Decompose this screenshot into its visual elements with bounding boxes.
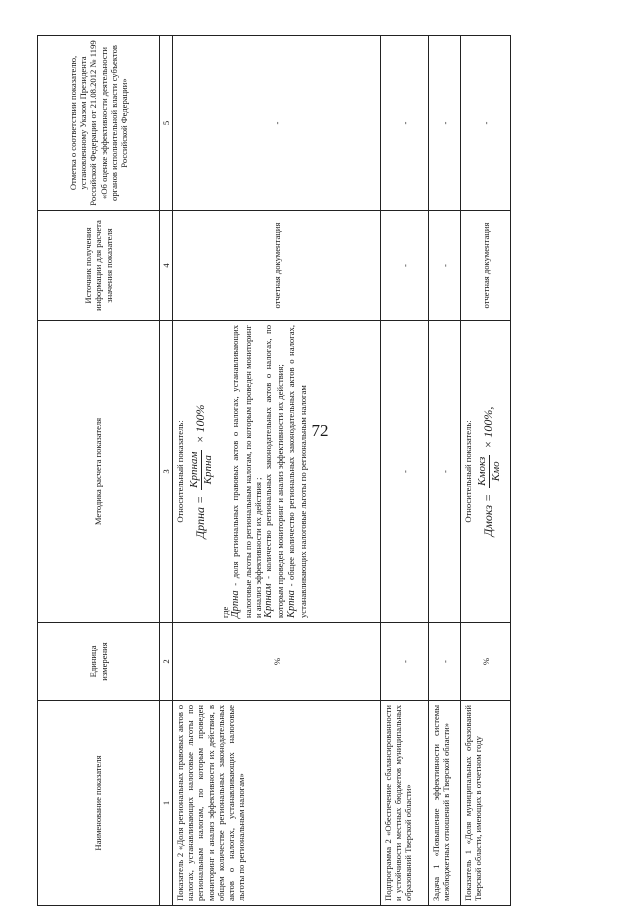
formula-lhs: Дмокз [481,504,496,537]
indicator-mark: - [461,36,511,211]
def2-text: - количество региональных законодательных актов о налогах, по которым проведен мониторинг и анализ эффективности их действия; [263,325,286,618]
table-row [461,36,511,906]
task-method: - [429,321,461,623]
formula-numerator: Крпнам [188,451,201,488]
task-mark: - [429,36,461,211]
def1-symbol: Дрпна [230,590,242,618]
header-unit: Единица измерения [38,623,160,701]
subprogram-method: - [381,321,429,623]
formula-fraction [476,455,503,488]
subprogram-source: - [381,211,429,321]
col-num-5: 5 [160,36,173,211]
formula: Дрпна = Крпнам Крпна × 100% [188,404,215,539]
indicator-source: отчетная документация [173,211,381,321]
page-number: 72 [311,421,329,440]
def2-symbol: Крпнам [263,583,275,618]
table-row [429,36,461,906]
formula: Дмокз = Кмокз Кмо × 100%, [476,406,503,537]
formula-denominator: Кмо [490,461,503,482]
formula-fraction [188,450,215,490]
def3-symbol: Крпна [285,590,297,618]
subprogram-name: Подпрограмма 2 «Обеспечение сбалансированности и устойчивости местных бюджетов муниципальных образований Тверской области» [381,701,429,906]
method-intro: Относительный показатель: [175,420,186,523]
header-name: Наименование показателя [38,701,160,906]
indicator-method [461,321,511,623]
formula-lhs: Дрпна [193,506,208,539]
col-num-2: 2 [160,623,173,701]
table-row [173,36,381,906]
formula-numerator: Кмокз [476,456,489,486]
formula-multiplier: × 100% [193,404,208,444]
formula-denominator: Крпна [202,455,215,485]
indicator-unit: % [173,623,381,701]
table-row [381,36,429,906]
task-unit: - [429,623,461,701]
method-intro: Относительный показатель: [463,420,474,523]
header-row [38,36,160,906]
subprogram-unit: - [381,623,429,701]
indicator-unit: % [461,623,511,701]
header-source: Источник получения информации для расчета значения показателя [38,211,160,321]
col-num-1: 1 [160,701,173,906]
def1-text: - доля региональных правовых актов о налогах, устанавливающих налоговые льготы по региональным налогам, по которым проведен мониторинг и анализ эффективности их действия ; [230,325,263,618]
indicator-method [173,321,381,623]
indicator-mark: - [173,36,381,211]
def3-text: - общее количество региональных законодательных актов о налогах, устанавливающих налоговые льготы по региональным налогам [285,325,308,618]
col-num-3: 3 [160,321,173,623]
indicators-table [37,35,511,906]
indicator-source: отчетная документация [461,211,511,321]
task-name: Задача 1 «Повышение эффективности системы межбюджетных отношений в Тверской области» [429,701,461,906]
indicator-name: Показатель 2 «Доля региональных правовых актов о налогах, устанавливающих налоговые льготы по региональным налогам, по которым проведен мониторинг и анализ эффективности их действия, в общем количестве региональных законодательных актов о налогах, устанавливающих налоговые льготы по региональным налогам» [173,701,381,906]
method-where: где [220,606,231,618]
header-method: Методика расчета показателя [38,321,160,623]
header-mark: Отметка о соответствии показателю, установленному Указом Президента Российской Федерации от 21.08.2012 № 1199 «Об оценке эффективности деятельности органов исполнительной власти субъектов Российской Федерации» [38,36,160,211]
indicator-name: Показатель 1 «Доля муниципальных образований Тверской области, имеющих в отчетном году [461,701,511,906]
landscape-table-container [37,6,507,906]
subprogram-mark: - [381,36,429,211]
column-number-row [160,36,173,906]
formula-multiplier: × 100%, [481,406,496,449]
col-num-4: 4 [160,211,173,321]
task-source: - [429,211,461,321]
